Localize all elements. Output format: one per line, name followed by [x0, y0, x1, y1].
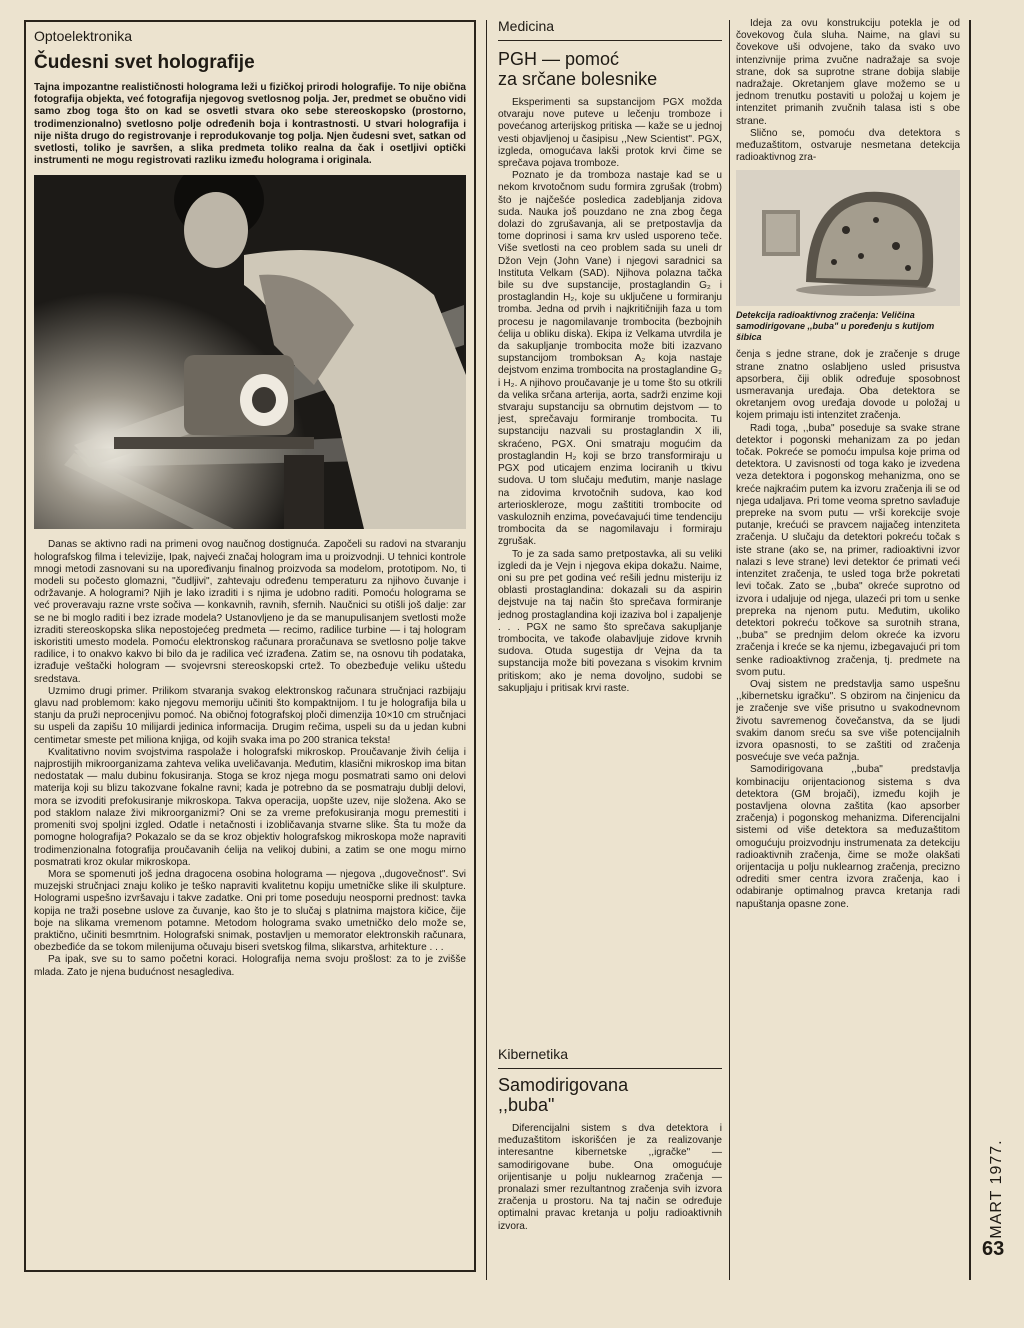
article-body-top: [736, 18, 960, 164]
article-body-bottom: [736, 349, 960, 910]
section-label: Kibernetika: [498, 1046, 569, 1062]
section-rule: [498, 1068, 722, 1069]
holography-article: [24, 20, 476, 1272]
section-label: Optoelektronika: [34, 28, 133, 44]
body-paragraph-5: Ovaj sistem ne predstavlja samo uspešnu ,,kibernetsku igračku". S obzirom na činjenicu da je zračenje sve više prisutno u svakodnevnom životu savremenog čovečanstva, da se ljudi svakim danom sreću sa sve više potencijalnih izvora opasnosti, to se zaštiti od zračenja posvećuje sve veća pažnja.: [736, 678, 960, 764]
section-rule: [498, 40, 722, 41]
body-paragraph-2: Slično se, pomoću dva detektora s međuzaštitom, ostvaruje nesmetana detekcija radioaktivnog zra-: [736, 127, 960, 164]
article-intro: [34, 82, 466, 167]
cybernetics-article: [498, 1046, 722, 1276]
body-paragraph-1: Eksperimenti sa supstancijom PGX možda otvaraju nove puteve u lečenju tromboze i povećanog arterijskog pritiska — kaže se u jednoj vesti objavljenoj u časipisu ,,New Scientist". PGX, izgleda, omogućava lakši protok krvi čime se sprečava pojava tromboze.: [498, 97, 722, 170]
body-paragraph-2: Poznato je da tromboza nastaje kad se u nekom krvotočnom sudu formira zgrušak (trobm) što je najčešće posledica zadebljanja zidova suda. Nauka još pouzdano ne zna zbog čega dolazi do zgrušavanja, ali se pretpostavlja da tome doprinosi i sama krv usled usporeno teče. Više svetlosti na ceo problem sada su uneli dr Džon Vejn (John Vane) i njegovi saradnici sa Instituta Velkam (SAD). Njihova polazna tačka bile su dve supstancije, prostaglandin G₂ i prostaglandin H₂, koje su uključene u formiranju tromba. Jedna od prvih i najkritičnijih faza u tom procesu je nagomilavanje trombocita (bezbojnih ćelija u obliku diska). Ekipa iz Velkama utvrdila je da sakupljanje trombocita može biti izazvano supstancijom tromboksan A₂ koja nastaje dejstvom enzima trombocita na prostaglandine G₂ i H₂. A njihovo proučavanje je u tome što su otkrili da velika srčana arterija, aorta, sadrži enzime koji stvaraju supstanciju sa obrnutim dejstvom — to jest, sprečavaju formiranje trombocita. Tu supstanciju nazvali su prostaglandin X ili, skraćeno, PGX. Oni smatraju mogućim da prostaglandin H₂ koji se brzo transformiraju u PGX pod uticajem enzima lociranih u tkivu sudova. U tom slučaju međutim, manje naslage na zidovima krvotočnih sudova, kao kod arterioskleroze, mogu zaštititi trombocite od vaskuloznih enzima, povećavajući time tendenciju trombocita da se nagomilavaju i formiraju zgrušak.: [498, 170, 722, 548]
cybernetics-continued: [736, 18, 960, 1248]
column-rule-2: [729, 20, 730, 1280]
body-paragraph-3: čenja s jedne strane, dok je zračenje s druge strane znatno oslabljeno usled prisustva apsorbera, čiji oblik određuje sposobnost usmeravanja uređaja. Oba detektora se okretanjem ovog uređaja dovode u položaj u kojem primaju isti intenzitet zračenja.: [736, 349, 960, 422]
body-paragraph-6: Samodirigovana ,,buba" predstavlja kombinaciju orijentacionog sistema s dva detektora (GM brojači), između kojih je postavljena olovna zaštita (kao apsorber zračenja) i pogonskog mehanizma. Diferencijalni sistemi od više detektora sa međuzaštitom omogućuju proizvodnju instrumenata za detekciju radioaktivnih zračenja, čime se može olakšati orijentacija u polju nuklearnog zračenja, precizno odrediti smer centra izvora zračenja, kao i odabiranje optimalnog pravca kretanja radi napuštanja opasne zone.: [736, 764, 960, 910]
photo-caption: Detekcija radioaktivnog zračenja: Veličina samodirigovane ,,buba" u poređenju s kutijom šibica: [736, 310, 935, 343]
headline-line-1: PGH — pomoć: [498, 49, 620, 69]
hologram-photo: [34, 175, 466, 529]
body-paragraph-5: Pa ipak, sve su to samo početni koraci. Holografija nema svoju prošlost: za to je zvišše mlada. Zato je njena budućnost nesagledivа.: [34, 954, 466, 978]
article-body: [34, 539, 466, 978]
intro-paragraph: Tajna impozantne realističnosti holograma leži u fizičkoj prirodi holografije. To nije obična fotografija objekta, već fotografija njegovog svetlosnog polja. Jer, predmet se obučno vidi samo zbog toga što on kad se osvetli stvara oko sebe stereoskopsko (prostorno, trodimenzionalno) svetlosno polje određenih boja i kontrastnosti. U stvari holografija i nije ništa drugo do registrovanje i reprodukovanje tog polja. Njen čudesni svet, satkan od svetlosti, toliko je savršen, a slika predmeta toliko realna da čak i osetljivi optički instrumenti ne mogu registrovati razliku između holograma i originala.: [34, 82, 466, 167]
headline-line-2: za srčane bolesnike: [498, 69, 658, 89]
medicine-article: [498, 18, 722, 1088]
article-headline: [498, 49, 722, 89]
body-paragraph-3: To je za sada samo pretpostavka, ali su veliki izgledi da je Vejn i njegova ekipa dokažu. Naime, oni su pre pet godina već rešili jednu misteriju iz oblasti prostaglandina: dokazali su da aspirin dejstvuje na taj način što sprečava formiranje jednog prostaglandina koji izaziva bol i zapaljenje . . . PGX ne samo što sprečava sakupljanje trombocita, ve takođe olabavljuje zidove krvnih sudova. Otuda sugestija dr Vejna da ta supstancija može biti povezana s visokim krvnim pritiskom; ako je nema dovoljno, sudobi se sakupljaju i pritisak krvi raste.: [498, 548, 722, 694]
article-headline: Čudesni svet holografije: [34, 52, 255, 73]
article-body: [498, 97, 722, 695]
hologram-photo-image: [34, 175, 466, 529]
body-paragraph-1: Danas se aktivno radi na primeni ovog naučnog dostignuća. Započeli su radovi na stvaranju holografskog filma i televizije, Ipak, najveći značaj hologram ima u proizvodnji. U tehnici kontrole mnogi metodi zasnovani su na upoređivanju finalnog proizvoda sa modelom, prototipom. No, ti modeli su počesto glomazni, "čudljivi", zahtevaju određenu temperaturu za njihovo čuvanje i održavanje. A hologrami? Njih je lako izraditi i s njima je udobno raditi. Pomoću holograma se već proveravaju razne vrste sočiva — konkavnih, ravnih, sfernih. Naučnici su otišli još dalje: zar se ne bi moglo raditi i bez izrade modela? Ustanovljeno je da se manupulisanjem svetlosti može izraditi stereoskopska slika nepostojećeg predmeta — recimo, radilice turbine — i taj hologram iskoristiti umesto modela. Pomoću elektronskog računara proračunava se svetlosno polje takve radilice, i to onakvo kakvo bi bilo da je radilica već izrađena. Zatim se, na osnovu tih podataka, izrađuje veštački hologram — svojevrsni stereoskopski crtež. To obezbeđuje veliku uštedu sredstava.: [34, 539, 466, 685]
buba-photo: [736, 170, 960, 306]
body-paragraph-4: Radi toga, ,,buba" poseduje sa svake strane detektor i pogonski mehanizam za po jedan točak. Pokreće se pomoću impulsa koje prima od detektora. U zavisnosti od toga kako je izvedena veza detektora i pogonskog mehanizma, ono se kreće najkraćim putem ka izvoru zračenja ili se od njega udaljava. Pri tome veoma spretno savlađuje prepreke na svom putu — vrši korekcije svoje putanje, krećući se pravcem najjačeg intenziteta zračenja. U slučaju da detektori pokreću točak s iste strane (ako se, na primer, radioaktivni izvor nalazi s leve strane) levi detektor će primati veći intenzitet zračenja, te usled toga brže pokretati levi točak. Zato se ,,buba" okreće suprotno od izvora i udaljuje od njega, ulazeći pri tom u senke prepreka na njenom putu. Međutim, ukoliko detektori pokreću točkove sa surotnih strana, ,,buba" se prednjim delom okreće ka izvoru zračenja i kreće se ka njemu, izbegavajući pri tom senke radioaktivnog zračenja, tj. predmete na svom putu.: [736, 422, 960, 678]
column-rule-3: [969, 20, 971, 1280]
body-paragraph-1: Ideja za ovu konstrukciju potekla je od čovekovog čula sluha. Naime, na glavi su čovekove uši odvojene, tako da svako uvo intenzivnije prima zvučne nadražaje sa svoje strane, dok sa suprotne strane dobija slabije nadražaje. Okretanjem glave možemo se u jednom trenutku postaviti u položaj u kojem je intenzitet primanih zvučnih talasa isti s obe strane.: [736, 18, 960, 127]
body-paragraph-1: Diferencijalni sistem s dva detektora i međuzaštitom iskorišćen je za realizovanje interesantne kibernetske ,,igračke" — samodirigovane bube. Ona omogućuje orijentisanje u polju nuklearnog zračenja — pronalazi smer rezultantnog zračenja svih izvora zračenja u prostoru. Na taj način se određuje optimalni pravac kretanja u polju radioaktivnih izvora.: [498, 1123, 722, 1232]
body-paragraph-2: Uzmimo drugi primer. Prilikom stvaranja svakog elektronskog računara stručnjaci razbijaju glavu nad problemom: kako njegovu memoriju učiniti što kompaktnijom. I tu je holografija bila u stanju da pruži neprocenjivu pomoć. Na običnoj fotografskoj ploči dimenzija 10×10 cm stručnjaci su uspeli da zapišu 10 milijardi jedinica informacija. Drugim rečima, uspeli su da u jedan kubni centimetar smeste pet miliona knjiga, od kojih svaka ima po 200 stranica teksta!: [34, 685, 466, 746]
issue-date: MART 1977.: [988, 1139, 1005, 1239]
headline-line-1: Samodirigovana: [498, 1075, 629, 1095]
body-paragraph-3: Kvalitativno novim svojstvima raspolaže i holografski mikroskop. Proučavanje živih ćelija i najprostijih mikroorganizama zahteva velika uveličavanja. Međutim, klasični mikroskop ima bitan nedostatak — malu dubinu fokusiranja. Stoga se kroz njega mogu posmatrati samo oni delovi materija koji su blizu takozvane fokalne ravni; kada je potrebno da se posmatraju dublji delovi, mora se izvoditi prefokusiranje mikroskopa. Takva operacija, uopšte uzev, nije složena. Ako se pod staklom nalaze živi mikroorganizmi? Oni se za vreme prefokusiranja mogu premestiti i promeniti svoj spoljni izgled. Odatle i netačnosti i izobličavanja stvarne slike. Šta tu može da pomogne holografija? Pokazalo se da se kroz objektiv holografskog mikroskopa može napraviti trodimenzionalna fotografija proučavanih ćelija na velikoj dubini, a zatim se one mogu mirno posmatrati kroz okular mikroskopa.: [34, 746, 466, 868]
page-number: 63: [982, 1238, 1005, 1260]
article-body: [498, 1123, 722, 1233]
buba-photo-image: [736, 170, 960, 306]
column-rule-1: [486, 20, 487, 1280]
article-headline: [498, 1075, 722, 1115]
section-label: Medicina: [498, 18, 555, 34]
headline-line-2: ,,buba": [498, 1095, 555, 1115]
body-paragraph-4: Mora se spomenuti još jedna dragocena osobina holograma — njegova ,,dugovečnost". Svi muzejski stručnjaci znaju koliko je teško napraviti kvalitetnu kopiju umetničke slike ili skulpture. Hologrami uspešno izvršavaju i takve zadatke. Oni pri tome poseduju neosporni prednost: tavka kopija ne traži posebne uslove za čuvanje, kao što je to slučaj s platnima majstora kičice, čije boje na slikama vremenom potamne. Metodom holograma svako umetničko delo može se, praktično, učiniti besmrtnim. Holografski snimak, postavljen u memorator elektronskih računara, obezbeđiće da se tokom milenijuma očuvaju biseri svetskog filma, slikarstva, arhitekture . . .: [34, 868, 466, 954]
